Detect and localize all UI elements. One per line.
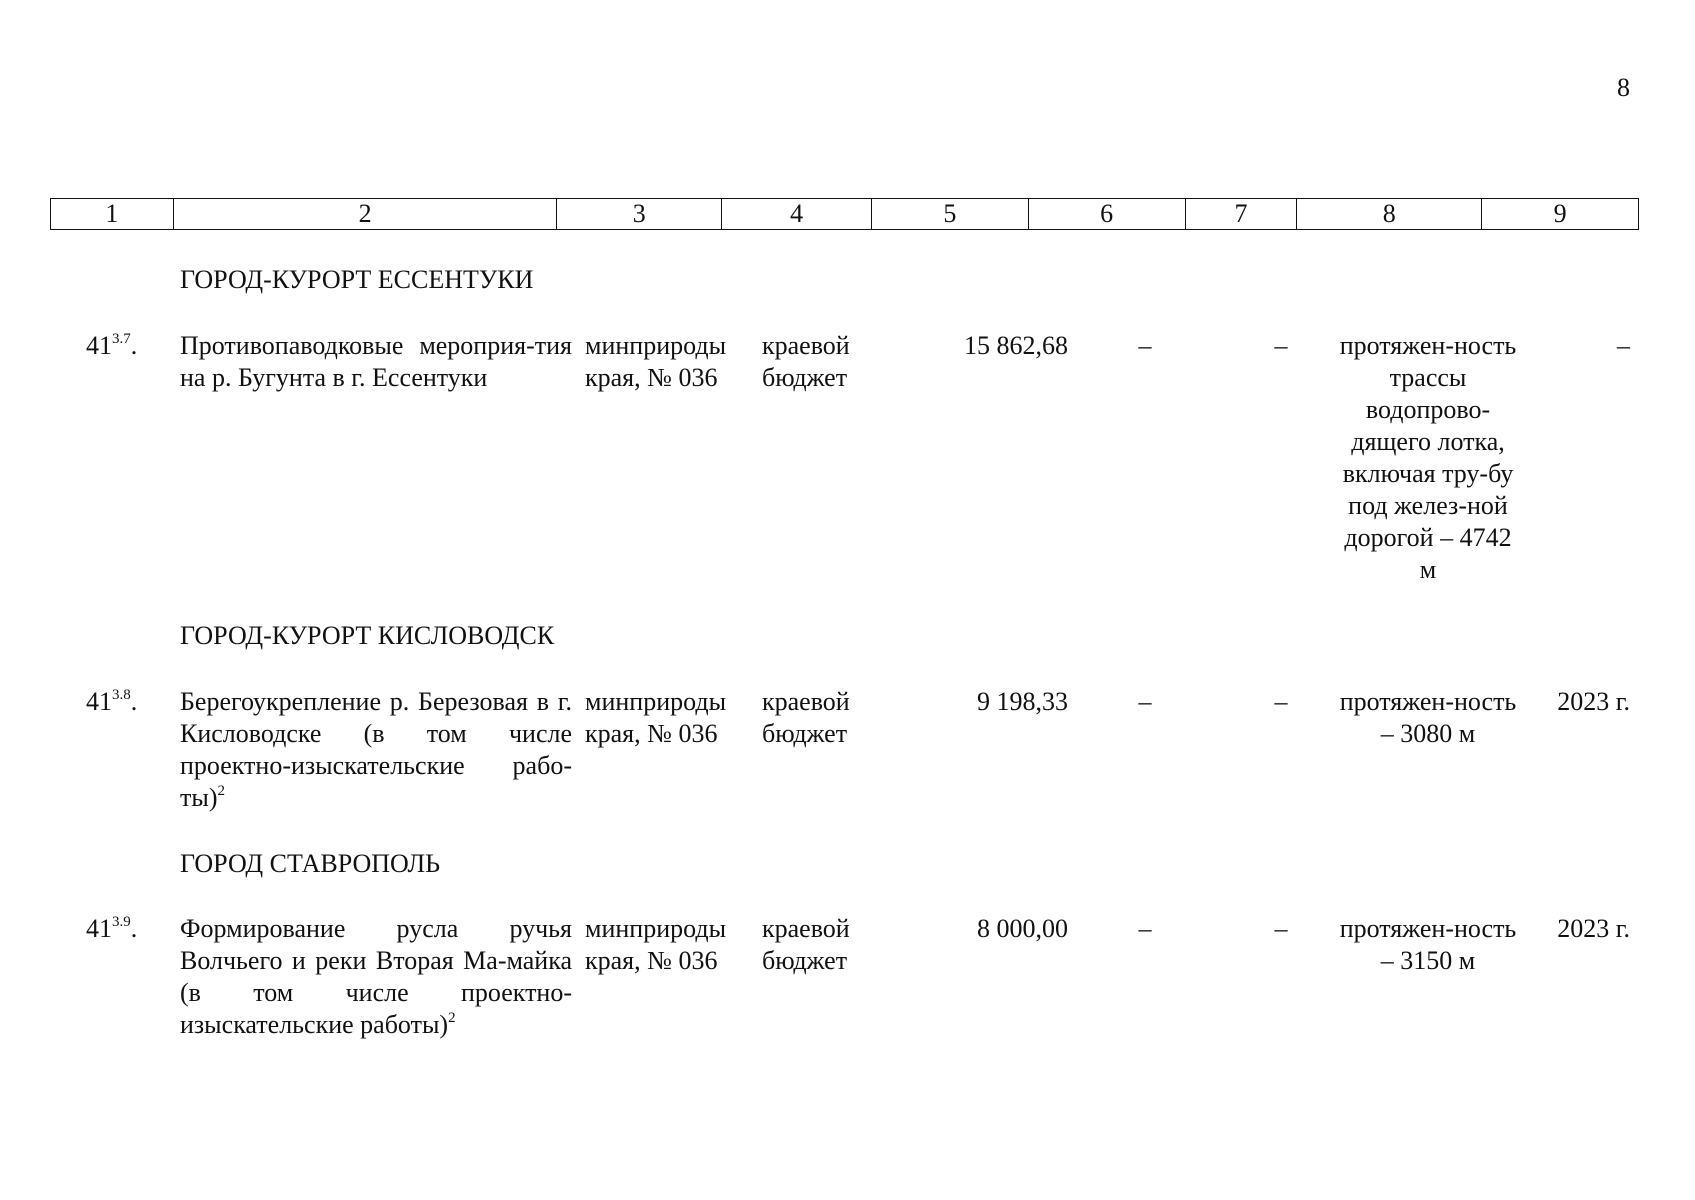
row-col6: – <box>1138 914 1152 943</box>
row-number: $41^{3.9}$. <box>86 914 138 943</box>
table-header <box>50 198 1639 230</box>
row-number: $41^{3.7}$. <box>86 331 138 360</box>
row-col7: – <box>1274 914 1288 943</box>
header-col-4: 4 <box>722 199 872 229</box>
row-source: краевой бюджет <box>762 687 850 748</box>
row-source: краевой бюджет <box>762 331 850 392</box>
row-executor: минприроды края, № 036 <box>585 914 727 975</box>
row-executor: минприроды края, № 036 <box>585 331 727 392</box>
section-title: ГОРОД-КУРОРТ ЕССЕНТУКИ <box>180 265 534 294</box>
row-amount: 8 000,00 <box>977 914 1068 943</box>
row-source: краевой бюджет <box>762 914 850 975</box>
row-executor: минприроды края, № 036 <box>585 687 727 748</box>
header-col-1: 1 <box>51 199 174 229</box>
section-title: ГОРОД СТАВРОПОЛЬ <box>180 849 441 878</box>
row-number: $41^{3.8}$. <box>86 687 138 716</box>
row-col6: – <box>1138 687 1152 716</box>
row-indicator: протяжен-ность трассы водопрово-дящего лотка, включая тру-бу под желез-ной дорогой – 4742 м <box>1339 331 1517 584</box>
row-name: Берегоукрепление р. Березовая в г. Кисловодске (в том числе проектно-изыскательские рабо-ты)$^2$ <box>180 687 572 812</box>
row-year: – <box>1617 331 1630 360</box>
page-number: 8 <box>1617 73 1630 102</box>
header-col-3: 3 <box>557 199 722 229</box>
row-col6: – <box>1138 331 1152 360</box>
row-amount: 15 862,68 <box>964 331 1068 360</box>
row-name: Противопаводковые мероприя-тия на р. Бугунта в г. Ессентуки <box>180 331 572 392</box>
header-col-6: 6 <box>1029 199 1186 229</box>
header-col-2: 2 <box>174 199 558 229</box>
header-col-7: 7 <box>1186 199 1298 229</box>
row-indicator: протяжен-ность – 3150 м <box>1339 914 1517 975</box>
row-year: 2023 г. <box>1557 914 1630 943</box>
section-title: ГОРОД-КУРОРТ КИСЛОВОДСК <box>180 621 555 650</box>
header-col-8: 8 <box>1297 199 1482 229</box>
row-indicator: протяжен-ность – 3080 м <box>1339 687 1517 748</box>
row-amount: 9 198,33 <box>977 687 1068 716</box>
row-col7: – <box>1274 687 1288 716</box>
row-year: 2023 г. <box>1557 687 1630 716</box>
header-col-5: 5 <box>872 199 1029 229</box>
row-col7: – <box>1274 331 1288 360</box>
row-name: Формирование русла ручья Волчьего и реки Вторая Ма-майка (в том числе проектно-изыскательские работы)$^2$ <box>180 914 572 1039</box>
header-col-9: 9 <box>1553 199 1567 228</box>
